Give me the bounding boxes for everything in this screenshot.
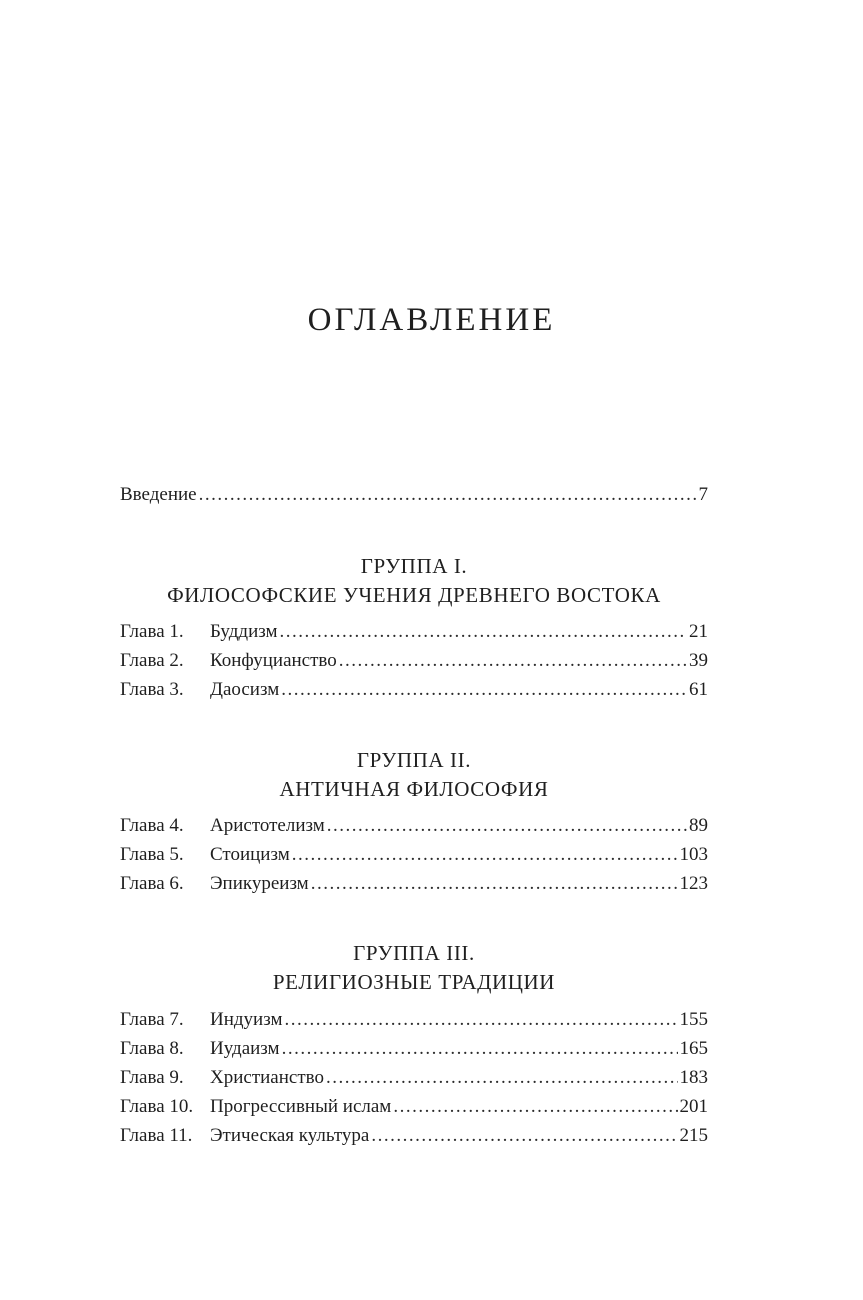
dot-leader [393,1093,677,1121]
chapter-number: Глава 6. [120,873,184,894]
dot-leader [199,481,697,509]
toc-entry-title: Введение [120,484,197,505]
chapter-page: 39 [689,650,708,671]
toc-entry-page: 7 [698,484,708,505]
chapter-number: Глава 5. [120,844,184,865]
chapter-number: Глава 8. [120,1038,184,1059]
chapter-title: Аристотелизм [210,815,325,836]
chapter-number: Глава 4. [120,815,184,836]
group-title: ФИЛОСОФСКИЕ УЧЕНИЯ ДРЕВНЕГО ВОСТОКА [167,583,661,607]
dot-leader [292,841,678,869]
dot-leader [311,870,678,898]
chapter-page: 201 [679,1096,708,1117]
chapter-title: Индуизм [210,1009,283,1030]
dot-leader [281,676,687,704]
chapter-number: Глава 7. [120,1009,184,1030]
toc-entry-chapter-4[interactable] [120,812,708,840]
chapter-title: Иудаизм [210,1038,280,1059]
dot-leader [280,618,687,646]
chapter-page: 183 [679,1067,708,1088]
chapter-page: 89 [689,815,708,836]
chapter-number: Глава 1. [120,621,184,642]
chapter-page: 215 [679,1125,708,1146]
group-number: ГРУППА II. [356,748,472,772]
chapter-number: Глава 10. [120,1096,194,1117]
toc-entry-chapter-7[interactable] [120,1006,708,1034]
chapter-title: Этическая культура [210,1125,370,1146]
group-number: ГРУППА I. [360,554,468,578]
chapter-title: Христианство [210,1067,324,1088]
dot-leader [371,1122,677,1150]
chapter-page: 123 [679,873,708,894]
chapter-page: 103 [679,844,708,865]
chapter-title: Конфуцианство [210,650,337,671]
dot-leader [284,1006,677,1034]
chapter-number: Глава 2. [120,650,184,671]
toc-entry-chapter-8[interactable] [120,1035,708,1063]
group-number: ГРУППА III. [353,941,475,965]
dot-leader [339,647,687,675]
toc-entry-chapter-1[interactable] [120,618,708,646]
chapter-page: 155 [679,1009,708,1030]
toc-entry-chapter-3[interactable] [120,676,708,704]
toc-entry-chapter-5[interactable] [120,841,708,869]
dot-leader [326,1064,678,1092]
toc-entry-chapter-11[interactable] [120,1122,708,1150]
group-title: АНТИЧНАЯ ФИЛОСОФИЯ [279,777,549,801]
chapter-title: Буддизм [210,621,278,642]
group-title: РЕЛИГИОЗНЫЕ ТРАДИЦИИ [272,970,556,994]
chapter-title: Прогрессивный ислам [210,1096,392,1117]
toc-entry-chapter-9[interactable] [120,1064,708,1092]
toc-entry-chapter-2[interactable] [120,647,708,675]
page-title: ОГЛАВЛЕНИЕ [307,302,556,338]
chapter-title: Эпикуреизм [210,873,309,894]
chapter-title: Стоицизм [210,844,290,865]
toc-entry-chapter-10[interactable] [120,1093,708,1121]
chapter-title: Даосизм [210,679,280,700]
dot-leader [282,1035,678,1063]
chapter-number: Глава 3. [120,679,184,700]
toc-entry-chapter-6[interactable] [120,870,708,898]
dot-leader [327,812,687,840]
chapter-page: 165 [679,1038,708,1059]
chapter-number: Глава 9. [120,1067,184,1088]
chapter-page: 61 [689,679,708,700]
chapter-number: Глава 11. [120,1125,193,1146]
chapter-page: 21 [689,621,708,642]
toc-entry-introduction[interactable] [120,481,708,509]
